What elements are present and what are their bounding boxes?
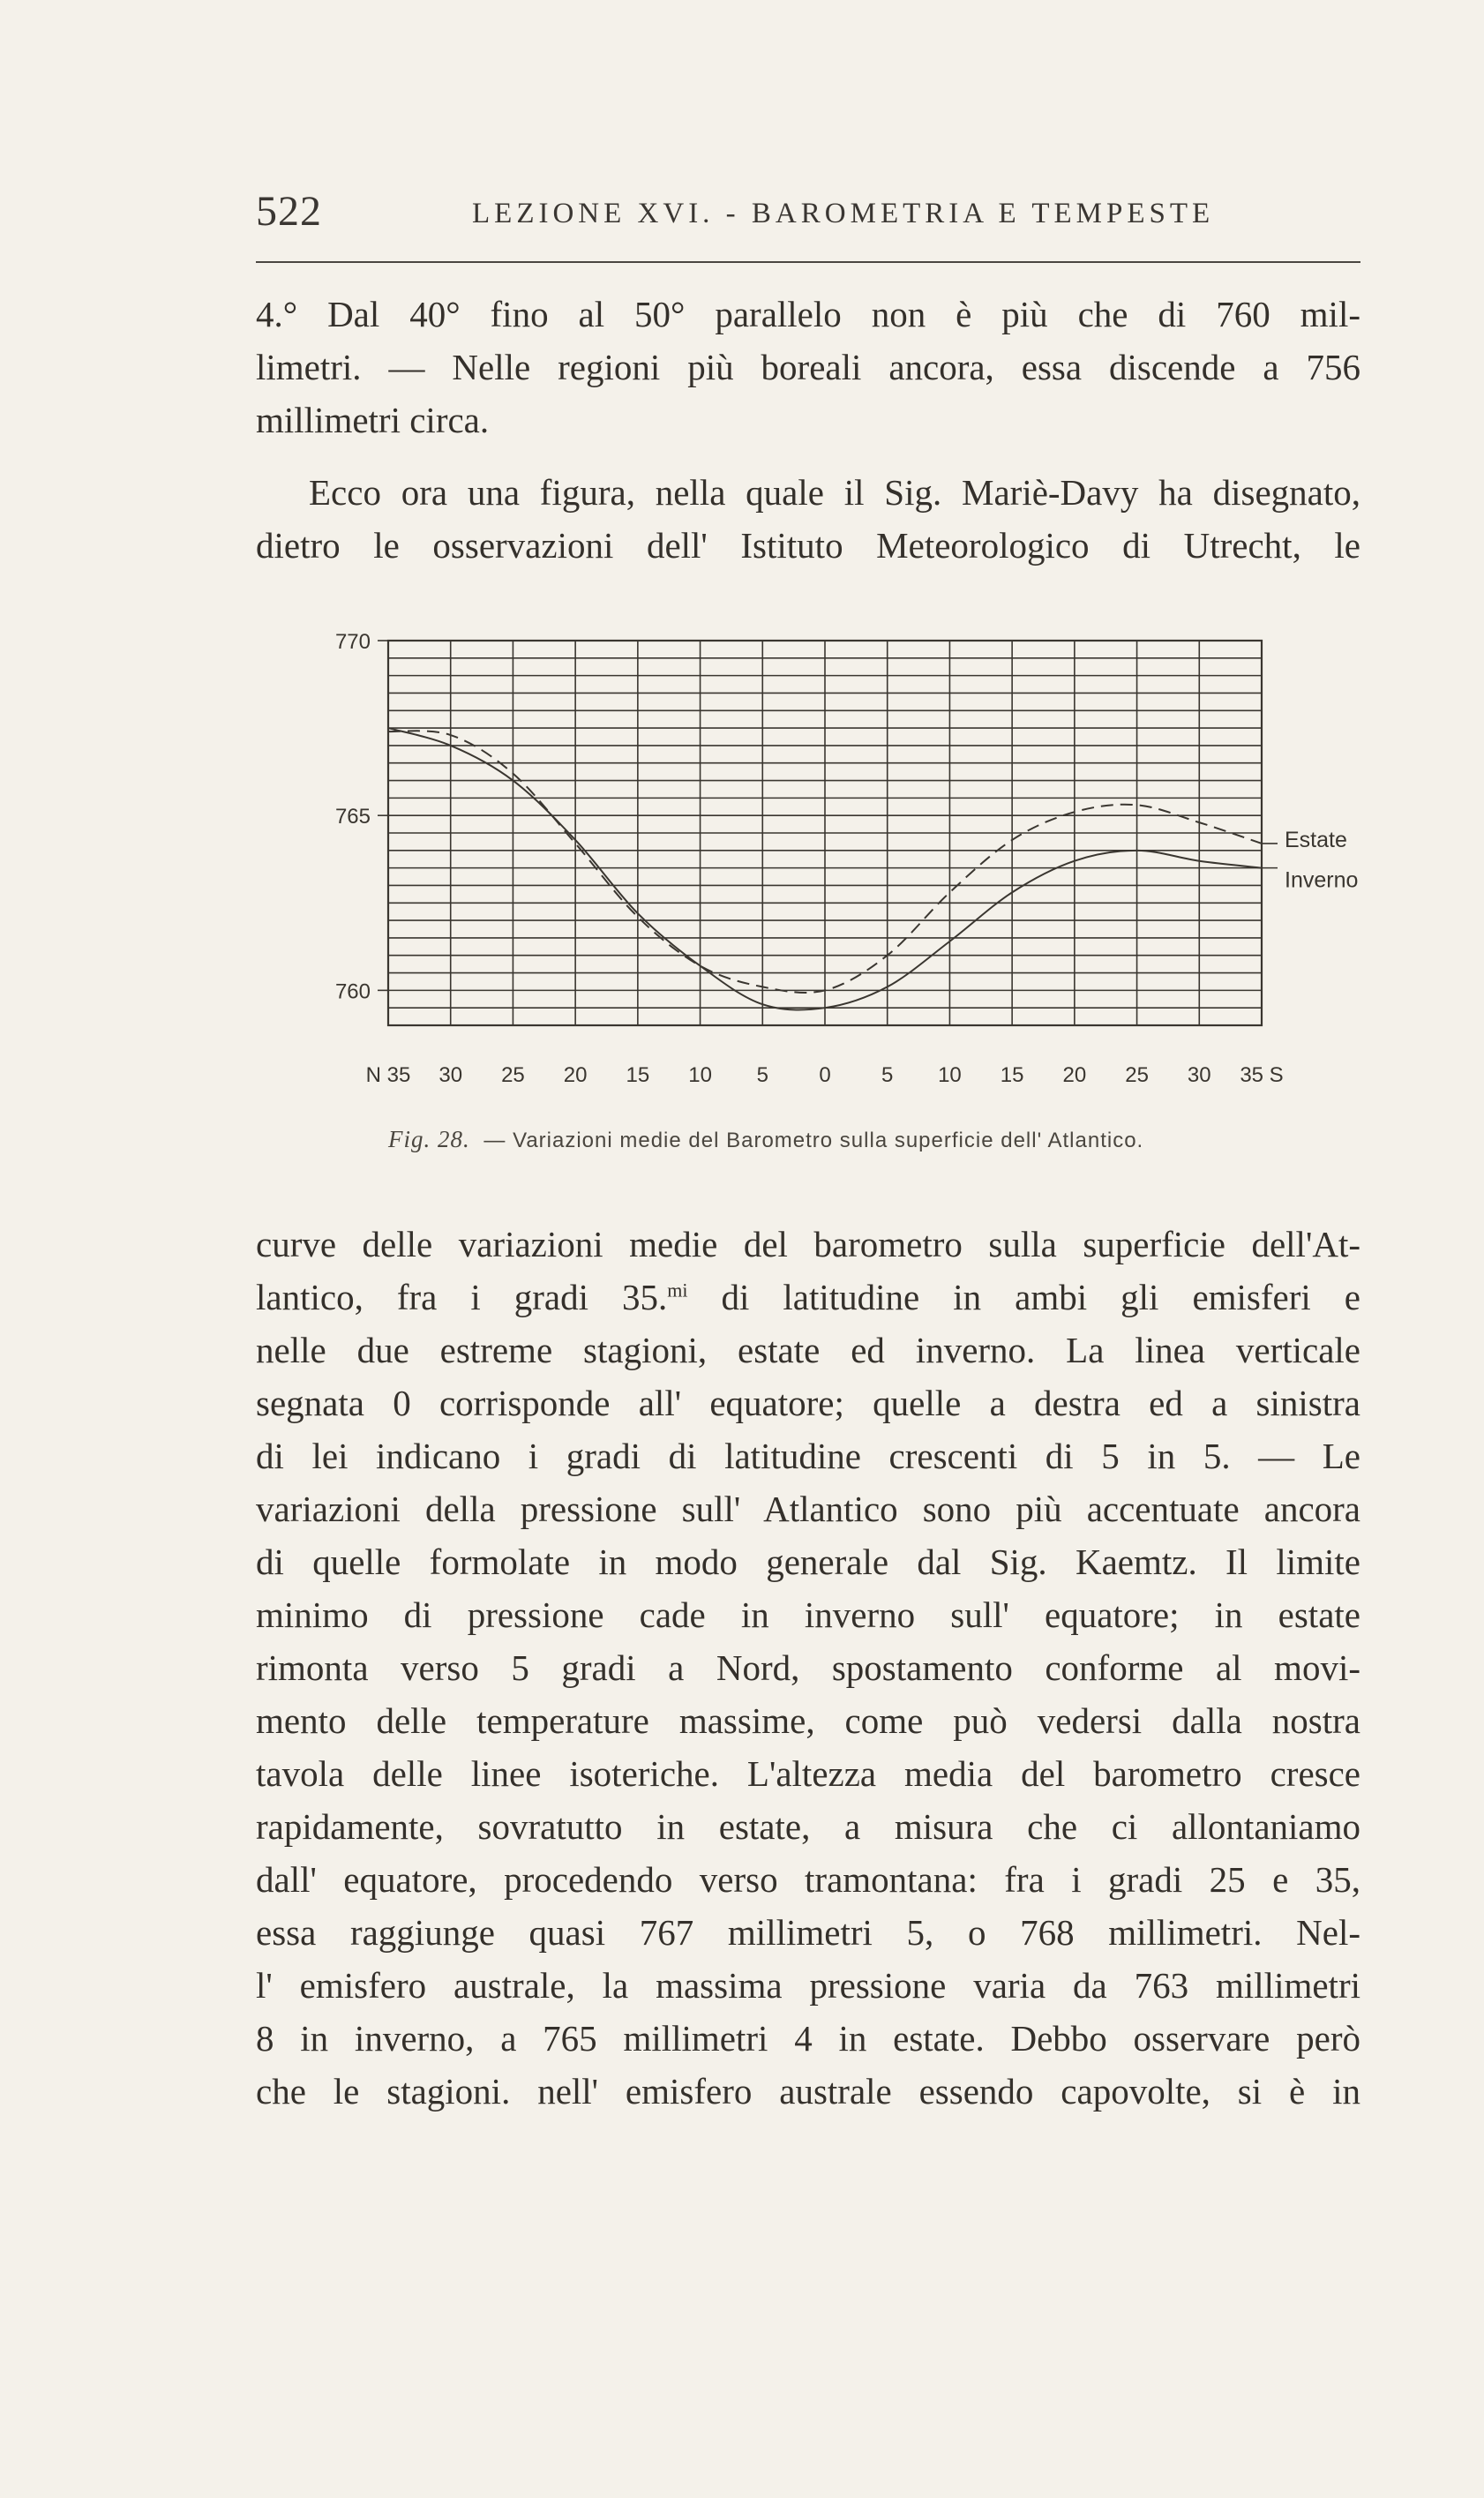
text-line: dall' equatore, procedendo verso tramontana: fra i gradi 25 e 35, [256, 1859, 1360, 1900]
text-line: limetri. — Nelle regioni più boreali ancora, essa discende a 756 [256, 347, 1360, 387]
y-tick-label: 770 [334, 630, 371, 654]
text-line: 8 in inverno, a 765 millimetri 4 in estate. Debbo osservare però [256, 2018, 1360, 2059]
x-tick-label: 35 S [1240, 1063, 1284, 1087]
text-line: mento delle temperature massime, come può vedersi dalla nostra [256, 1700, 1360, 1741]
x-tick-label: 5 [881, 1063, 894, 1087]
barometer-chart [326, 618, 1368, 1112]
text-line: curve delle variazioni medie del barometro sulla superficie dell'At- [256, 1224, 1360, 1264]
x-tick-label: 0 [819, 1063, 831, 1087]
chart-curves [388, 728, 1278, 1009]
text-line: rapidamente, sovratutto in estate, a misura che ci allontaniamo [256, 1806, 1360, 1847]
text-line: nelle due estreme stagioni, estate ed inverno. La linea verticale [256, 1330, 1360, 1370]
x-tick-label: 15 [1000, 1063, 1024, 1087]
text-line: dietro le osservazioni dell' Istituto Meteorologico di Utrecht, le [256, 525, 1360, 566]
chart-grid [378, 641, 1262, 1025]
figure-caption-text: — Variazioni medie del Barometro sulla superficie dell' Atlantico. [483, 1129, 1144, 1152]
x-tick-label: 25 [501, 1063, 525, 1087]
figure-label: Fig. 28. [388, 1126, 470, 1152]
text-line: segnata 0 corrisponde all' equatore; quelle a destra ed a sinistra [256, 1383, 1360, 1423]
text-line: 4.° Dal 40° fino al 50° parallelo non è più che di 760 mil- [256, 294, 1360, 334]
paragraph-2 [256, 466, 1360, 572]
x-tick-label: 20 [1062, 1063, 1087, 1087]
y-axis-labels [335, 630, 371, 1003]
page-number: 522 [256, 188, 322, 235]
x-tick-label: 5 [756, 1063, 768, 1087]
running-head: LEZIONE XVI. - BAROMETRIA E TEMPESTE [472, 198, 1215, 229]
text-line: essa raggiunge quasi 767 millimetri 5, o 768 millimetri. Nel- [256, 1912, 1360, 1953]
x-tick-label: 30 [438, 1063, 463, 1087]
y-tick-label: 765 [334, 805, 371, 829]
y-tick-label: 760 [334, 979, 371, 1004]
superscript: mi [667, 1279, 688, 1302]
text-line: millimetri circa. [256, 400, 490, 440]
text-line: l' emisfero australe, la massima pressione varia da 763 millimetri [256, 1965, 1360, 2006]
x-tick-label: 20 [563, 1063, 588, 1087]
text-line: di quelle formolate in modo generale dal Sig. Kaemtz. Il limite [256, 1542, 1360, 1582]
x-tick-label: 10 [938, 1063, 962, 1087]
paragraph-3 [256, 1218, 1360, 2118]
paragraph-1 [256, 288, 1360, 446]
text-line: lantico, fra i gradi 35.$^{mi}$ di latitudine in ambi gli emisferi e [256, 1277, 1360, 1317]
figure-28 [326, 618, 1368, 1112]
page-header [256, 187, 1360, 240]
text-line: minimo di pressione cade in inverno sull' equatore; in estate [256, 1594, 1360, 1635]
text-line: tavola delle linee isoteriche. L'altezza media del barometro cresce [256, 1753, 1360, 1794]
header-rule [256, 261, 1360, 263]
x-axis-labels [366, 1063, 1284, 1087]
chart-legend [1285, 828, 1358, 893]
x-tick-label: N 35 [365, 1063, 411, 1087]
text-line: di lei indicano i gradi di latitudine crescenti di 5 in 5. — Le [256, 1436, 1360, 1476]
legend-label-estate: Estate [1285, 827, 1347, 852]
text-line: che le stagioni. nell' emisfero australe essendo capovolte, si è in [256, 2071, 1360, 2112]
x-tick-label: 30 [1187, 1063, 1211, 1087]
text-line: variazioni della pressione sull' Atlantico sono più accentuate ancora [256, 1489, 1360, 1529]
x-tick-label: 15 [626, 1063, 650, 1087]
x-tick-label: 25 [1125, 1063, 1149, 1087]
text-line: Ecco ora una figura, nella quale il Sig. Mariè-Davy ha disegnato, [309, 472, 1360, 513]
x-tick-label: 10 [688, 1063, 712, 1087]
figure-caption [388, 1126, 1143, 1153]
text-line: rimonta verso 5 gradi a Nord, spostamento conforme al movi- [256, 1647, 1360, 1688]
legend-label-inverno: Inverno [1285, 867, 1359, 893]
